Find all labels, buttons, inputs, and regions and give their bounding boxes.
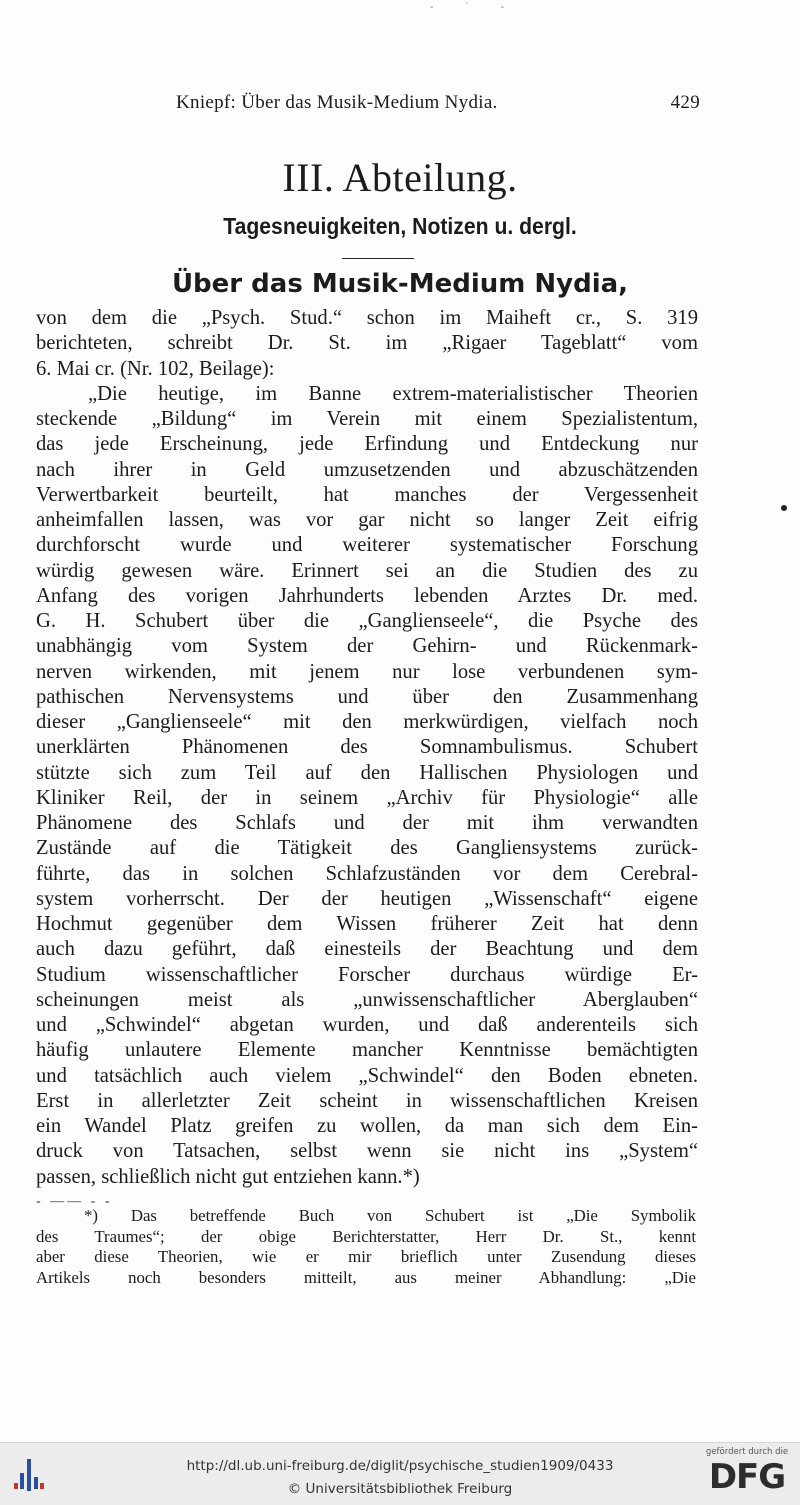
text-line: Erst in allerletzter Zeit scheint in wissenschaftlichen Kreisen xyxy=(36,1089,698,1112)
text-line: Hochmut gegenüber dem Wissen früherer Zeit hat denn xyxy=(36,913,698,935)
text-line: nerven wirkenden, mit jenem nur lose verbundenen sym- xyxy=(36,660,698,683)
footnote-line: aber diese Theorien, wie er mir brieflich unter Zusendung dieses xyxy=(36,1247,696,1266)
dfg-tagline: gefördert durch die xyxy=(705,1447,789,1457)
footnote-line: *) Das betreffende Buch von Schubert ist „Die Symbolik xyxy=(84,1206,696,1225)
copyright-notice: © Universitätsbibliothek Freiburg xyxy=(287,1481,513,1497)
text-line: würdig gewesen wäre. Erinnert sei an die Studien des zu xyxy=(36,559,698,582)
text-line: von dem die „Psych. Stud.“ schon im Maiheft cr., S. 319 xyxy=(36,307,698,329)
section-title: III. Abteilung. xyxy=(282,155,518,200)
text-line: dieser „Ganglienseele“ mit den merkwürdigen, vielfach noch xyxy=(36,711,698,733)
dfg-badge xyxy=(704,1447,790,1496)
article-title: Über das Musik-Medium Nydia, xyxy=(171,269,629,299)
text-line: ein Wandel Platz greifen zu wollen, da man sich dem Ein- xyxy=(36,1115,698,1137)
section-subtitle: Tagesneuigkeiten, Notizen u. dergl. xyxy=(223,213,577,239)
scan-artifact-marks: - ˙ - xyxy=(430,2,519,13)
text-line: das jede Erscheinung, jede Erfindung und Entdeckung nur xyxy=(36,433,698,456)
text-line: unabhängig vom System der Gehirn- und Rückenmark- xyxy=(36,635,698,658)
text-line: Verwertbarkeit beurteilt, hat manches der Vergessenheit xyxy=(36,483,698,506)
footnote-separator: - —— - - xyxy=(36,1194,113,1209)
text-line: druck von Tatsachen, selbst wenn sie nicht ins „System“ xyxy=(36,1140,698,1163)
text-line: „Die heutige, im Banne extrem-materialistischer Theorien xyxy=(88,382,698,405)
divider-rule xyxy=(342,258,414,259)
running-head xyxy=(176,92,700,118)
dfg-logo: DFG xyxy=(708,1457,786,1497)
text-line: pathischen Nervensystems und über den Zusammenhang xyxy=(36,685,698,708)
text-line: anheimfallen lassen, was vor gar nicht so langer Zeit eifrig xyxy=(36,509,698,531)
text-line: Zustände auf die Tätigkeit des Gangliensystems zurück- xyxy=(36,837,698,860)
running-title: Kniepf: Über das Musik-Medium Nydia. xyxy=(176,92,498,113)
scan-dot-artifact xyxy=(781,505,787,511)
text-line: Kliniker Reil, der in seinem „Archiv für Physiologie“ alle xyxy=(36,786,698,809)
text-line: auch dazu geführt, daß einesteils der Beachtung und dem xyxy=(36,938,698,961)
text-line: Studium wissenschaftlicher Forscher durchaus würdige Er- xyxy=(36,963,698,986)
text-line: berichteten, schreibt Dr. St. im „Rigaer Tageblatt“ vom xyxy=(36,332,698,355)
footnote-line: Artikels noch besonders mitteilt, aus meiner Abhandlung: „Die xyxy=(36,1267,696,1287)
text-line: unerklärten Phänomenen des Somnambulismus. Schubert xyxy=(36,736,698,759)
text-line: und tatsächlich auch vielem „Schwindel“ den Boden ebneten. xyxy=(36,1064,698,1087)
footnote xyxy=(36,1206,696,1288)
permalink-url[interactable]: http://dl.ub.uni-freiburg.de/diglit/psychische_studien1909/0433 xyxy=(186,1458,614,1474)
page-number: 429 xyxy=(670,92,700,113)
text-line: G. H. Schubert über die „Ganglienseele“, die Psyche des xyxy=(36,610,698,632)
text-line: passen, schließlich nicht gut entziehen kann.*) xyxy=(36,1165,420,1188)
text-line: nach ihrer in Geld umzusetzenden und abzuschätzenden xyxy=(36,458,698,481)
text-line: stützte sich zum Teil auf den Hallischen Physiologen und xyxy=(36,761,698,784)
text-line: 6. Mai cr. (Nr. 102, Beilage): xyxy=(36,357,275,380)
text-line: scheinungen meist als „unwissenschaftlicher Aberglauben“ xyxy=(36,988,698,1011)
text-line: Anfang des vorigen Jahrhunderts lebenden Arztes Dr. med. xyxy=(36,584,698,607)
article-body xyxy=(36,306,698,1190)
text-line: steckende „Bildung“ im Verein mit einem Spezialistentum, xyxy=(36,408,698,430)
text-line: häufig unlautere Elemente mancher Kenntnisse bemächtigten xyxy=(36,1039,698,1062)
text-line: durchforscht wurde und weiterer systematischer Forschung xyxy=(36,534,698,557)
text-line: und „Schwindel“ abgetan wurden, und daß anderenteils sich xyxy=(36,1014,698,1036)
text-line: system vorherrscht. Der der heutigen „Wissenschaft“ eigene xyxy=(36,887,698,910)
text-line: führte, das in solchen Schlafzuständen vor dem Cerebral- xyxy=(36,862,698,885)
footnote-line: des Traumes“; der obige Berichterstatter, Herr Dr. St., kennt xyxy=(36,1226,696,1246)
text-line: Phänomene des Schlafs und der mit ihm verwandten xyxy=(36,812,698,834)
viewer-footer xyxy=(0,1442,800,1505)
